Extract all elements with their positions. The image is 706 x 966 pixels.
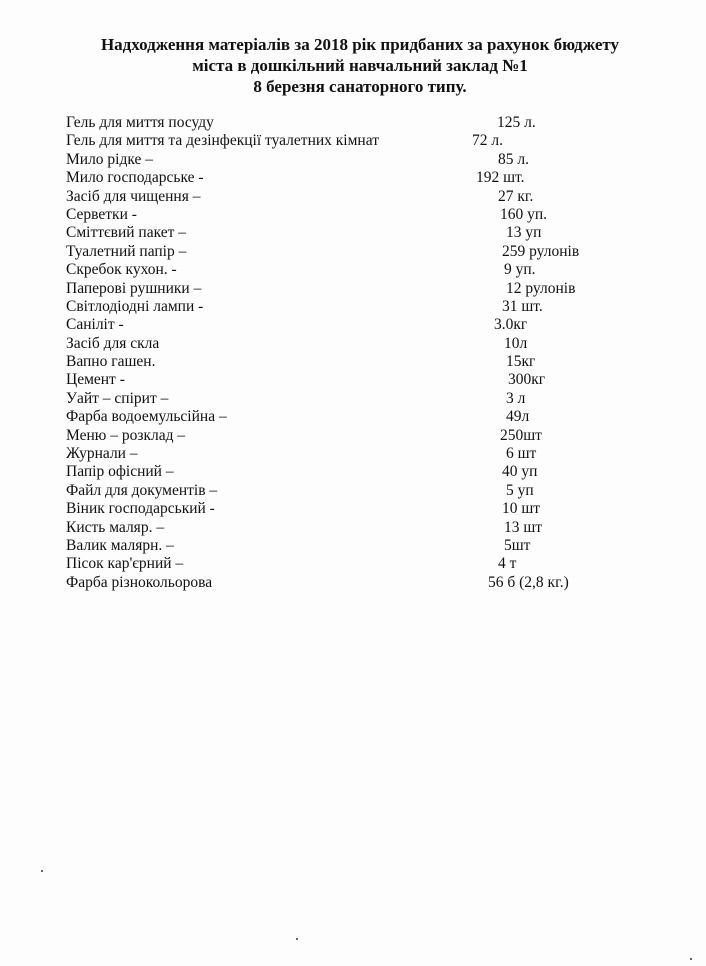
list-item [66, 280, 666, 298]
list-item [66, 151, 666, 169]
item-name: Фарба різнокольорова [66, 573, 213, 591]
item-name: Папір офісний – [66, 463, 174, 481]
list-item [66, 132, 666, 150]
list-item [66, 371, 666, 389]
list-item [66, 261, 666, 279]
item-name: Журнали – [66, 445, 138, 463]
item-quantity: 10л [504, 334, 528, 352]
item-name: Саніліт - [66, 316, 124, 334]
item-quantity: 10 шт [502, 500, 541, 518]
item-quantity: 6 шт [506, 445, 537, 463]
list-item [66, 555, 666, 573]
item-name: Вапно гашен. [66, 353, 156, 371]
item-name: Світлодіодні лампи - [66, 297, 204, 315]
item-quantity: 192 шт. [476, 169, 525, 187]
title-line: міста в дошкільний навчальний заклад №1 [192, 56, 528, 75]
item-quantity: 5 уп [506, 481, 534, 499]
item-name: Серветки - [66, 205, 137, 223]
item-quantity: 15кг [506, 353, 536, 371]
item-name: Уайт – спірит – [66, 389, 169, 407]
item-quantity: 250шт [500, 426, 542, 444]
item-name: Меню – розклад – [66, 426, 186, 444]
item-name: Засіб для чищення – [66, 187, 201, 205]
list-item [66, 445, 666, 463]
item-quantity: 27 кг. [498, 187, 534, 205]
list-item [66, 206, 666, 224]
list-item [66, 519, 666, 537]
item-name: Файл для документів – [66, 481, 218, 499]
list-item [66, 463, 666, 481]
item-name: Цемент - [66, 371, 125, 389]
list-item [66, 500, 666, 518]
item-name: Віник господарський - [66, 500, 215, 518]
item-name: Скребок кухон. - [66, 261, 177, 279]
item-quantity: 72 л. [472, 132, 503, 150]
list-item [66, 316, 666, 334]
title-line: 8 березня санаторного типу. [253, 77, 467, 96]
item-quantity: 49л [506, 408, 530, 426]
list-item [66, 482, 666, 500]
item-quantity: 9 уп. [504, 261, 536, 279]
list-item [66, 353, 666, 371]
item-quantity: 85 л. [498, 150, 529, 168]
item-name: Валик малярн. – [66, 536, 174, 554]
list-item [66, 335, 666, 353]
item-quantity: 13 шт [504, 518, 543, 536]
item-quantity: 5шт [504, 536, 531, 554]
item-name: Кисть маляр. – [66, 518, 165, 536]
list-item [66, 243, 666, 261]
item-name: Гель для миття та дезінфекції туалетних кімнат [66, 132, 379, 150]
item-quantity: 13 уп [506, 224, 542, 242]
list-item [66, 188, 666, 206]
item-name: Сміттєвий пакет – [66, 224, 187, 242]
scan-speck [690, 958, 692, 960]
scan-speck [296, 938, 298, 940]
item-name: Засіб для скла [66, 334, 160, 352]
title-line: Надходження матеріалів за 2018 рік придбаних за рахунок бюджету [100, 35, 620, 54]
item-quantity: 300кг [508, 371, 546, 389]
list-item [66, 169, 666, 187]
list-item [66, 427, 666, 445]
item-name: Пісок кар'єрний – [66, 555, 184, 573]
item-quantity: 40 уп [502, 463, 538, 481]
item-quantity: 125 л. [497, 114, 536, 131]
item-quantity: 31 шт. [502, 297, 543, 315]
item-name: Туалетний папір – [66, 242, 187, 260]
list-item [66, 574, 666, 592]
list-item [66, 224, 666, 242]
list-item [66, 390, 666, 408]
item-quantity: 4 т [498, 555, 517, 573]
list-item [66, 114, 666, 132]
item-name: Мило господарське - [66, 169, 204, 187]
list-item [66, 537, 666, 555]
scan-speck [41, 870, 43, 872]
list-item [66, 408, 666, 426]
item-name: Фарба водоемульсійна – [66, 408, 227, 426]
item-quantity: 259 рулонів [502, 242, 580, 260]
item-name: Мило рідке – [66, 150, 154, 168]
item-name: Паперові рушники – [66, 279, 202, 297]
document-title [40, 34, 680, 97]
list-item [66, 298, 666, 316]
item-name: Гель для миття посуду [66, 114, 214, 131]
item-quantity: 56 б (2,8 кг.) [488, 573, 569, 591]
item-quantity: 3 л [506, 389, 526, 407]
item-quantity: 12 рулонів [506, 279, 576, 297]
materials-list [66, 114, 666, 592]
item-quantity: 160 уп. [500, 205, 548, 223]
item-quantity: 3.0кг [494, 316, 528, 334]
